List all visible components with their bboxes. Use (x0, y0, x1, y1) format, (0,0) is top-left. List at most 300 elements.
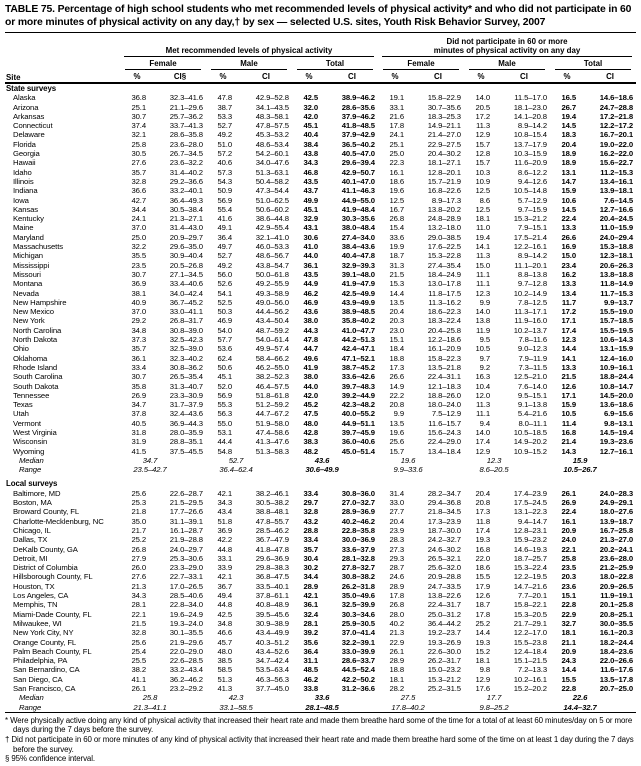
ci-value: 25.6–32.0 (427, 563, 461, 573)
site-name: Georgia (13, 149, 40, 159)
subgroup-header (292, 57, 378, 70)
percent-value: 22.8 (561, 600, 576, 610)
percent-value: 34.4 (131, 204, 146, 214)
ci-value: 13.2–18.0 (427, 223, 461, 233)
ci-value: 11.6–15.7 (428, 418, 461, 428)
ci-value: 17.4–23.9 (513, 488, 547, 498)
percent-value: 16.1 (389, 167, 404, 177)
median-row (5, 693, 636, 702)
ci-value: 13.5–17.8 (599, 674, 634, 684)
ci-value: 9.5–15.1 (517, 390, 547, 400)
ci-value: 51.2–59.2 (255, 400, 289, 410)
ci-value: 11.1–20.1 (514, 260, 547, 270)
site-name: San Bernardino, CA (13, 665, 80, 675)
ci-value: 29.0–38.5 (427, 232, 461, 242)
table-row (5, 409, 636, 418)
percent-value: 36.9 (131, 279, 146, 289)
ci-value: 22.0–29.0 (169, 646, 203, 656)
percent-value: 18.4 (389, 344, 404, 354)
percent-value: 33.1 (217, 553, 232, 563)
site-name: Ohio (13, 344, 29, 354)
ci-value: 45.0–51.4 (341, 446, 375, 456)
percent-value: 27.9 (131, 553, 146, 563)
percent-value: 32.7 (561, 618, 576, 628)
ci-value: 46.3–56.3 (255, 674, 289, 684)
ci-value: 19.3–24.0 (169, 618, 203, 628)
ci-value: 10.8–14.7 (599, 381, 634, 391)
percent-value: 21.8 (131, 507, 146, 517)
ci-value: 16.1–28.7 (169, 525, 203, 535)
table-row (5, 130, 636, 139)
ci-value: 21.9–29.6 (169, 637, 203, 647)
percent-value: 21.1 (561, 637, 576, 647)
ci-value: 11.9–19.1 (600, 591, 634, 601)
table-row (5, 289, 636, 298)
percent-value: 30.2 (303, 563, 318, 573)
percent-value: 44.0 (303, 381, 318, 391)
range-row (5, 703, 636, 713)
median-row (5, 456, 636, 465)
ci-value: 18.6–22.3 (427, 307, 461, 317)
ci-value: 29.6–35.0 (169, 242, 203, 252)
ci-value: 18.1–23.0 (513, 102, 547, 112)
ci-value: 13.6–18.6 (599, 400, 634, 410)
percent-value: 20.4 (389, 307, 404, 317)
ci-value: 14.5–19.4 (599, 427, 634, 437)
table-row (5, 665, 636, 674)
table-row (5, 298, 636, 307)
ci-value: 38.2–52.3 (255, 372, 289, 382)
ci-value: 9.0–12.3 (517, 344, 547, 354)
percent-value: 20.4 (561, 139, 576, 149)
percent-value: 52.0 (217, 381, 232, 391)
ci-value: 11.2–15.3 (600, 167, 634, 177)
percent-value: 13.5 (389, 418, 404, 428)
table-row (5, 447, 636, 456)
ci-value: 29.8–38.3 (255, 563, 289, 573)
table-row (5, 535, 636, 544)
ci-value: 11.8–17.5 (428, 288, 461, 298)
ci-value: 40.4–47.8 (341, 251, 375, 261)
ci-value: 13.0–17.8 (427, 279, 461, 289)
ci-value: 31.2–36.6 (341, 684, 375, 693)
ci-value: 24.2–32.7 (427, 535, 461, 545)
site-name: Utah (13, 409, 29, 419)
ci-value: 43.4–50.4 (255, 316, 289, 326)
percent-value: 18.7 (475, 600, 490, 610)
percent-value: 41.6 (217, 214, 232, 224)
section-label: State surveys (6, 84, 57, 93)
site-name: Milwaukee, WI (13, 618, 62, 628)
percent-value: 22.4 (561, 507, 576, 517)
percent-value: 10.3 (475, 167, 490, 177)
ci-value: 23.3–29.0 (169, 563, 203, 573)
percent-value: 25.3 (131, 498, 146, 508)
measure-header-row (5, 70, 636, 83)
percent-value: 18.1 (475, 656, 490, 666)
percent-value: 21.6 (389, 111, 404, 121)
percent-value: 32.8 (131, 176, 146, 186)
percent-value: 14.4 (561, 665, 576, 675)
ci-value: 38.7–45.2 (341, 362, 375, 372)
percent-value: 26.8 (131, 544, 146, 554)
table-row (5, 489, 636, 498)
ci-value: 41.3–47.6 (255, 437, 289, 447)
ci-value: 24.0–29.7 (169, 544, 203, 554)
percent-value: 25.6 (131, 637, 146, 647)
range-value: 23.5–42.7 (133, 465, 167, 475)
percent-value: 32.8 (303, 507, 318, 517)
ci-value: 48.7–59.2 (255, 325, 289, 335)
median-value: 15.9 (572, 455, 588, 465)
ci-value: 28.5–46.2 (255, 525, 289, 535)
ci-value: 46.0–53.3 (255, 242, 289, 252)
ci-value: 33.2–43.4 (169, 665, 203, 675)
percent-value: 24.3 (561, 656, 576, 666)
table-row (5, 270, 636, 279)
site-name: Houston, TX (13, 581, 55, 591)
percent-value: 38.5 (217, 656, 232, 666)
percent-value: 26.7 (561, 102, 576, 112)
ci-value: 12.4–16.0 (599, 353, 634, 363)
percent-value: 34.4 (303, 572, 318, 582)
site-name: Chicago, IL (13, 525, 51, 535)
percent-column-header: % (292, 70, 326, 83)
percent-value: 32.9 (303, 214, 318, 224)
ci-value: 47.4–58.6 (255, 427, 289, 437)
median-value: 34.7 (142, 455, 158, 465)
site-name: Hillsborough County, FL (13, 572, 93, 582)
ci-value: 44.9–55.0 (341, 195, 375, 205)
percent-value: 38.0 (303, 316, 318, 326)
ci-value: 47.8–55.7 (255, 516, 289, 526)
percent-value: 35.8 (131, 381, 146, 391)
percent-value: 55.3 (217, 400, 232, 410)
ci-value: 28.0–35.9 (169, 427, 203, 437)
range-value: 8.6–20.5 (479, 465, 509, 475)
ci-value: 20.4–24.5 (599, 214, 634, 224)
percent-value: 9.2 (479, 362, 490, 372)
ci-value: 13.8–18.8 (599, 269, 634, 279)
ci-value: 38.2–46.1 (255, 488, 289, 498)
percent-value: 10.4 (475, 381, 490, 391)
percent-value: 38.1 (131, 288, 146, 298)
ci-value: 7.6–14.5 (603, 195, 634, 205)
ci-value: 26.2–31.8 (341, 581, 375, 591)
percent-value: 28.0 (389, 609, 404, 619)
ci-value: 18.4–24.9 (427, 269, 461, 279)
range-value: 30.6–49.9 (305, 465, 339, 475)
table-header (5, 33, 636, 84)
median-value: 22.6 (572, 693, 588, 703)
ci-value: 42.9–55.4 (255, 223, 289, 233)
site-name: North Carolina (13, 325, 62, 335)
ci-value: 22.6–30.0 (427, 646, 461, 656)
table-row (5, 591, 636, 600)
ci-value: 18.0–24.0 (427, 400, 461, 410)
percent-value: 50.3 (217, 307, 232, 317)
ci-value: 14.7–21.6 (513, 581, 547, 591)
ci-value: 11.8–14.9 (600, 279, 634, 289)
ci-value: 26.5–32.1 (427, 553, 461, 563)
table-row (5, 335, 636, 344)
table-row (5, 437, 636, 446)
ci-value: 40.2–46.2 (341, 516, 375, 526)
table-row (5, 186, 636, 195)
header-spacer (5, 33, 120, 58)
site-name: Philadelphia, PA (13, 656, 68, 666)
ci-value: 7.8–12.5 (517, 297, 547, 307)
percent-value: 42.5 (217, 609, 232, 619)
percent-value: 22.3 (389, 158, 404, 168)
site-name: Delaware (13, 130, 45, 140)
percent-value: 31.9 (131, 437, 146, 447)
table-row (5, 149, 636, 158)
range-row (5, 465, 636, 474)
ci-value: 17.6–22.5 (427, 242, 461, 252)
table-row (5, 196, 636, 205)
subgroup-label: Male (469, 59, 545, 70)
percent-value: 38.2 (131, 665, 146, 675)
ci-value: 27.0–32.7 (341, 498, 375, 508)
ci-value: 8.0–11.1 (518, 418, 547, 428)
percent-value: 22.9 (561, 609, 576, 619)
percent-value: 20.4 (475, 488, 490, 498)
ci-value: 13.5–21.8 (427, 362, 461, 372)
median-value: 33.6 (314, 693, 330, 703)
ci-value: 8.9–14.2 (517, 251, 547, 261)
percent-value: 15.5 (475, 572, 490, 582)
range-value: 9.8–25.2 (479, 702, 509, 712)
table-row (5, 158, 636, 167)
percent-value: 44.3 (303, 325, 318, 335)
ci-value: 14.5–20.0 (599, 390, 634, 400)
percent-value: 54.8 (217, 446, 232, 456)
ci-value: 9.1–13.8 (517, 400, 547, 410)
ci-value: 28.1–32.8 (341, 553, 375, 563)
percent-value: 56.3 (217, 409, 232, 419)
percent-value: 22.1 (561, 544, 576, 554)
table-row (5, 363, 636, 372)
percent-value: 25.2 (475, 618, 490, 628)
percent-value: 18.1 (389, 674, 404, 684)
ci-value: 16.1–20.3 (599, 628, 634, 638)
ci-value: 41.9–48.4 (341, 204, 375, 214)
percent-value: 14.5 (561, 204, 576, 214)
ci-value: 10.8–15.4 (513, 130, 547, 140)
ci-value: 28.6–33.7 (341, 656, 375, 666)
percent-value: 54.3 (217, 176, 232, 186)
percent-value: 17.4 (475, 437, 490, 447)
ci-value: 42.2–50.2 (341, 674, 375, 684)
site-name: San Francisco, CA (13, 684, 76, 693)
percent-value: 26.6 (561, 232, 576, 242)
percent-value: 14.1 (561, 353, 576, 363)
percent-value: 35.7 (131, 167, 146, 177)
percent-value: 40.2 (389, 618, 404, 628)
table-row (5, 656, 636, 665)
percent-value: 25.6 (389, 437, 404, 447)
ci-value: 8.9–14.2 (517, 121, 547, 131)
site-name: Baltimore, MD (13, 488, 61, 498)
percent-value: 16.2 (561, 269, 576, 279)
percent-value: 47.8 (303, 335, 318, 345)
ci-value: 10.3–15.9 (513, 149, 547, 159)
median-value: 12.3 (486, 455, 502, 465)
percent-value: 11.4 (561, 418, 576, 428)
ci-value: 20.4–25.8 (427, 325, 461, 335)
table-row (5, 684, 636, 693)
ci-value: 18.8–26.0 (427, 390, 461, 400)
ci-value: 51.3–63.1 (255, 167, 289, 177)
ci-value: 12.4–18.4 (513, 646, 547, 656)
percent-value: 43.4 (217, 507, 232, 517)
percent-value: 38.0 (303, 372, 318, 382)
percent-value: 34.8 (217, 618, 232, 628)
percent-value: 14.3 (561, 446, 576, 456)
percent-value: 45.1 (303, 121, 318, 131)
site-name: New Mexico (13, 307, 54, 317)
ci-value: 36.4–44.2 (427, 618, 461, 628)
percent-value: 23.4 (561, 260, 576, 270)
ci-value: 34.0–47.6 (255, 158, 289, 168)
ci-value: 28.6–35.6 (341, 102, 375, 112)
percent-value: 52.5 (217, 297, 232, 307)
percent-value: 32.1 (131, 130, 146, 140)
percent-value: 12.3 (475, 288, 490, 298)
ci-value: 45.3–53.2 (255, 130, 289, 140)
percent-value: 42.7 (131, 195, 146, 205)
percent-value: 15.4 (389, 223, 404, 233)
table-row (5, 242, 636, 251)
table-row (5, 582, 636, 591)
didnot-group-label-line1: Did not participate in 60 or more (446, 37, 568, 46)
ci-value: 29.6–36.9 (255, 553, 289, 563)
site-name: Kansas (13, 204, 39, 214)
table-row (5, 517, 636, 526)
percent-value: 20.9 (561, 646, 576, 656)
ci-value: 51.8–61.8 (255, 390, 289, 400)
ci-value: 50.0–61.8 (255, 269, 289, 279)
subgroup-label: Female (125, 59, 201, 70)
percent-column-header: % (120, 70, 154, 83)
percent-value: 28.9 (303, 581, 318, 591)
site-name: Alaska (13, 93, 36, 103)
table-row (5, 563, 636, 572)
percent-value: 49.9 (303, 195, 318, 205)
ci-value: 38.0–48.4 (341, 223, 375, 233)
ci-value: 18.8–24.4 (599, 372, 634, 382)
ci-value: 23.6–28.0 (599, 553, 634, 563)
percent-value: 18.6 (475, 563, 490, 573)
subgroup-label: Total (297, 59, 373, 70)
table-row (5, 526, 636, 535)
table-row (5, 233, 636, 242)
ci-value: 15.7–18.5 (599, 316, 634, 326)
ci-value: 15.5–19.5 (599, 325, 634, 335)
subgroup-header (464, 57, 550, 70)
ci-value: 5.4–21.6 (517, 409, 547, 419)
percent-value: 19.6 (389, 427, 404, 437)
ci-value: 51.0–62.5 (255, 195, 289, 205)
subgroup-header-row (5, 57, 636, 70)
percent-value: 13.4 (561, 288, 576, 298)
percent-value: 17.4 (475, 525, 490, 535)
ci-value: 12.2–16.1 (513, 242, 547, 252)
percent-value: 58.5 (217, 665, 232, 675)
site-name: District of Columbia (13, 563, 78, 573)
ci-value: 24.8–28.9 (427, 214, 461, 224)
ci-value: 30.8–38.2 (341, 572, 375, 582)
ci-value: 42.4–47.1 (341, 344, 375, 354)
ci-value: 12.8–20.1 (427, 167, 461, 177)
ci-value: 16.1–20.9 (427, 344, 461, 354)
percent-value: 22.2 (389, 390, 404, 400)
percent-value: 36.1 (131, 353, 146, 363)
ci-value: 32.5–39.0 (169, 344, 203, 354)
ci-value: 37.9–42.9 (341, 130, 375, 140)
ci-value: 39.5–45.6 (255, 609, 289, 619)
percent-value: 11.3 (476, 251, 490, 261)
percent-value: 22.1 (131, 609, 146, 619)
percent-value: 49.6 (303, 353, 318, 363)
percent-value: 14.7 (561, 176, 576, 186)
ci-value: 20.2–24.1 (599, 544, 634, 554)
table-row (5, 382, 636, 391)
table-row (5, 261, 636, 270)
percent-value: 19.1 (389, 93, 404, 103)
ci-value: 27.1–34.5 (169, 269, 203, 279)
ci-value: 30.8–36.2 (169, 362, 203, 372)
ci-value: 37.5–45.5 (169, 446, 203, 456)
table-row (5, 177, 636, 186)
percent-value: 55.0 (217, 418, 232, 428)
met-group-header (120, 33, 378, 58)
ci-value: 22.7–33.1 (169, 572, 203, 582)
ci-value: 9.4–14.7 (517, 516, 547, 526)
table-row (5, 419, 636, 428)
percent-value: 13.8 (475, 316, 490, 326)
site-name: West Virginia (13, 427, 57, 437)
ci-value: 22.9–27.5 (427, 139, 461, 149)
ci-value: 12.2–17.0 (513, 628, 547, 638)
percent-value: 49.7 (217, 242, 232, 252)
ci-value: 46.4–57.5 (255, 381, 289, 391)
percent-value: 14.4 (389, 288, 404, 298)
percent-value: 16.3 (475, 372, 490, 382)
ci-value: 13.1–22.3 (513, 507, 547, 517)
percent-value: 17.3 (475, 507, 490, 517)
site-name: Mississippi (13, 260, 50, 270)
percent-value: 36.1 (303, 260, 318, 270)
percent-value: 20.8 (475, 498, 490, 508)
table-row (5, 498, 636, 507)
ci-value: 21.7–29.1 (513, 618, 547, 628)
percent-value: 21.5 (561, 372, 576, 382)
percent-value: 36.8 (131, 93, 146, 103)
ci-value: 21.5–29.5 (169, 498, 203, 508)
percent-value: 42.8 (303, 427, 318, 437)
percent-value: 36.1 (303, 600, 318, 610)
percent-value: 19.3 (475, 535, 490, 545)
percent-value: 24.6 (389, 572, 404, 582)
site-name: Charlotte-Mecklenburg, NC (13, 516, 104, 526)
percent-value: 16.5 (561, 93, 576, 103)
ci-value: 9.9–13.7 (603, 297, 634, 307)
ci-value: 13.9–18.1 (599, 186, 634, 196)
ci-value: 19.0–22.0 (599, 139, 634, 149)
percent-value: 16.1 (561, 516, 576, 526)
